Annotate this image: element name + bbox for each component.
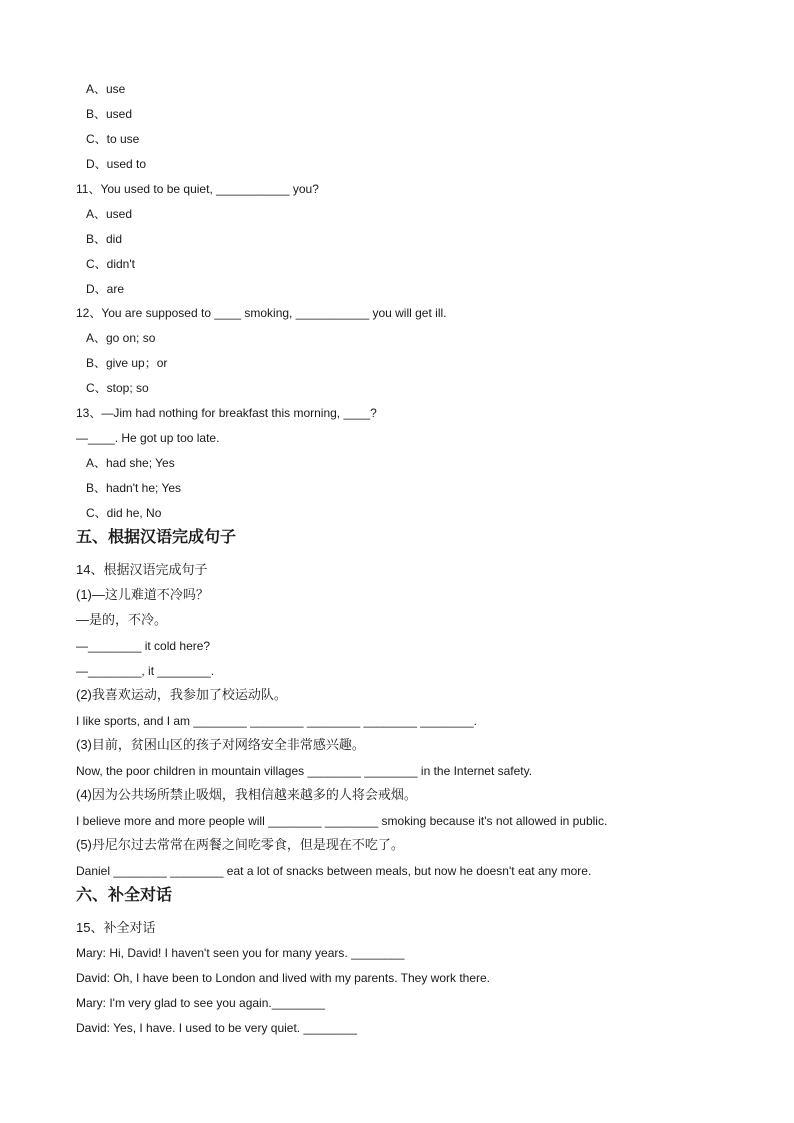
- option-11-a: A、used: [86, 207, 133, 221]
- option-13-c: C、did he, No: [86, 506, 162, 520]
- option-12-c: C、stop; so: [86, 381, 149, 395]
- q14-2-chinese: (2)我喜欢运动，我参加了校运动队。: [76, 687, 287, 702]
- q14-1-english-reply: —________, it ________.: [76, 664, 215, 678]
- dialog-line-1: Mary: Hi, David! I haven't seen you for many years. ________: [76, 946, 405, 960]
- section-6-title: 六、补全对话: [76, 885, 173, 904]
- q14-1-english: —________ it cold here?: [76, 639, 211, 653]
- question-14-heading: 14、根据汉语完成句子: [76, 562, 208, 577]
- question-13-reply: —____. He got up too late.: [76, 431, 220, 445]
- q14-5-chinese: (5)丹尼尔过去常常在两餐之间吃零食，但是现在不吃了。: [76, 837, 404, 852]
- q14-3-english: Now, the poor children in mountain villages ________ ________ in the Internet safety.: [76, 764, 533, 778]
- question-15-heading: 15、补全对话: [76, 920, 156, 935]
- option-10-b: B、used: [86, 107, 133, 121]
- dialog-line-3: Mary: I'm very glad to see you again.________: [76, 996, 326, 1010]
- option-12-a: A、go on; so: [86, 331, 156, 345]
- q14-4-english: I believe more and more people will ________ ________ smoking because it's not allowed in public.: [76, 814, 608, 828]
- q14-2-english: I like sports, and I am ________ ________ ________ ________ ________.: [76, 714, 478, 728]
- q14-4-chinese: (4)因为公共场所禁止吸烟，我相信越来越多的人将会戒烟。: [76, 787, 417, 802]
- option-11-d: D、are: [86, 282, 125, 296]
- option-13-a: A、had she; Yes: [86, 456, 175, 470]
- section-5-title: 五、根据汉语完成句子: [76, 527, 237, 546]
- option-12-b: B、give up；or: [86, 356, 168, 370]
- q14-1-chinese: (1)—这儿难道不冷吗？: [76, 587, 209, 602]
- option-11-c: C、didn't: [86, 257, 135, 271]
- dialog-line-4: David: Yes, I have. I used to be very quiet. ________: [76, 1021, 357, 1035]
- question-12: 12、You are supposed to ____ smoking, ___________ you will get ill.: [76, 306, 447, 320]
- q14-5-english: Daniel ________ ________ eat a lot of snacks between meals, but now he doesn't eat any more.: [76, 864, 592, 878]
- dialog-line-2: David: Oh, I have been to London and lived with my parents. They work there.: [76, 971, 491, 985]
- option-13-b: B、hadn't he; Yes: [86, 481, 182, 495]
- option-10-a: A、use: [86, 82, 126, 96]
- q14-1-chinese-reply: —是的，不冷。: [76, 612, 168, 627]
- option-10-d: D、used to: [86, 157, 147, 171]
- q14-3-chinese: (3)目前，贫困山区的孩子对网络安全非常感兴趣。: [76, 737, 365, 752]
- option-11-b: B、did: [86, 232, 123, 246]
- question-11: 11、You used to be quiet, ___________ you?: [76, 182, 319, 196]
- question-13: 13、—Jim had nothing for breakfast this morning, ____?: [76, 406, 377, 420]
- option-10-c: C、to use: [86, 132, 140, 146]
